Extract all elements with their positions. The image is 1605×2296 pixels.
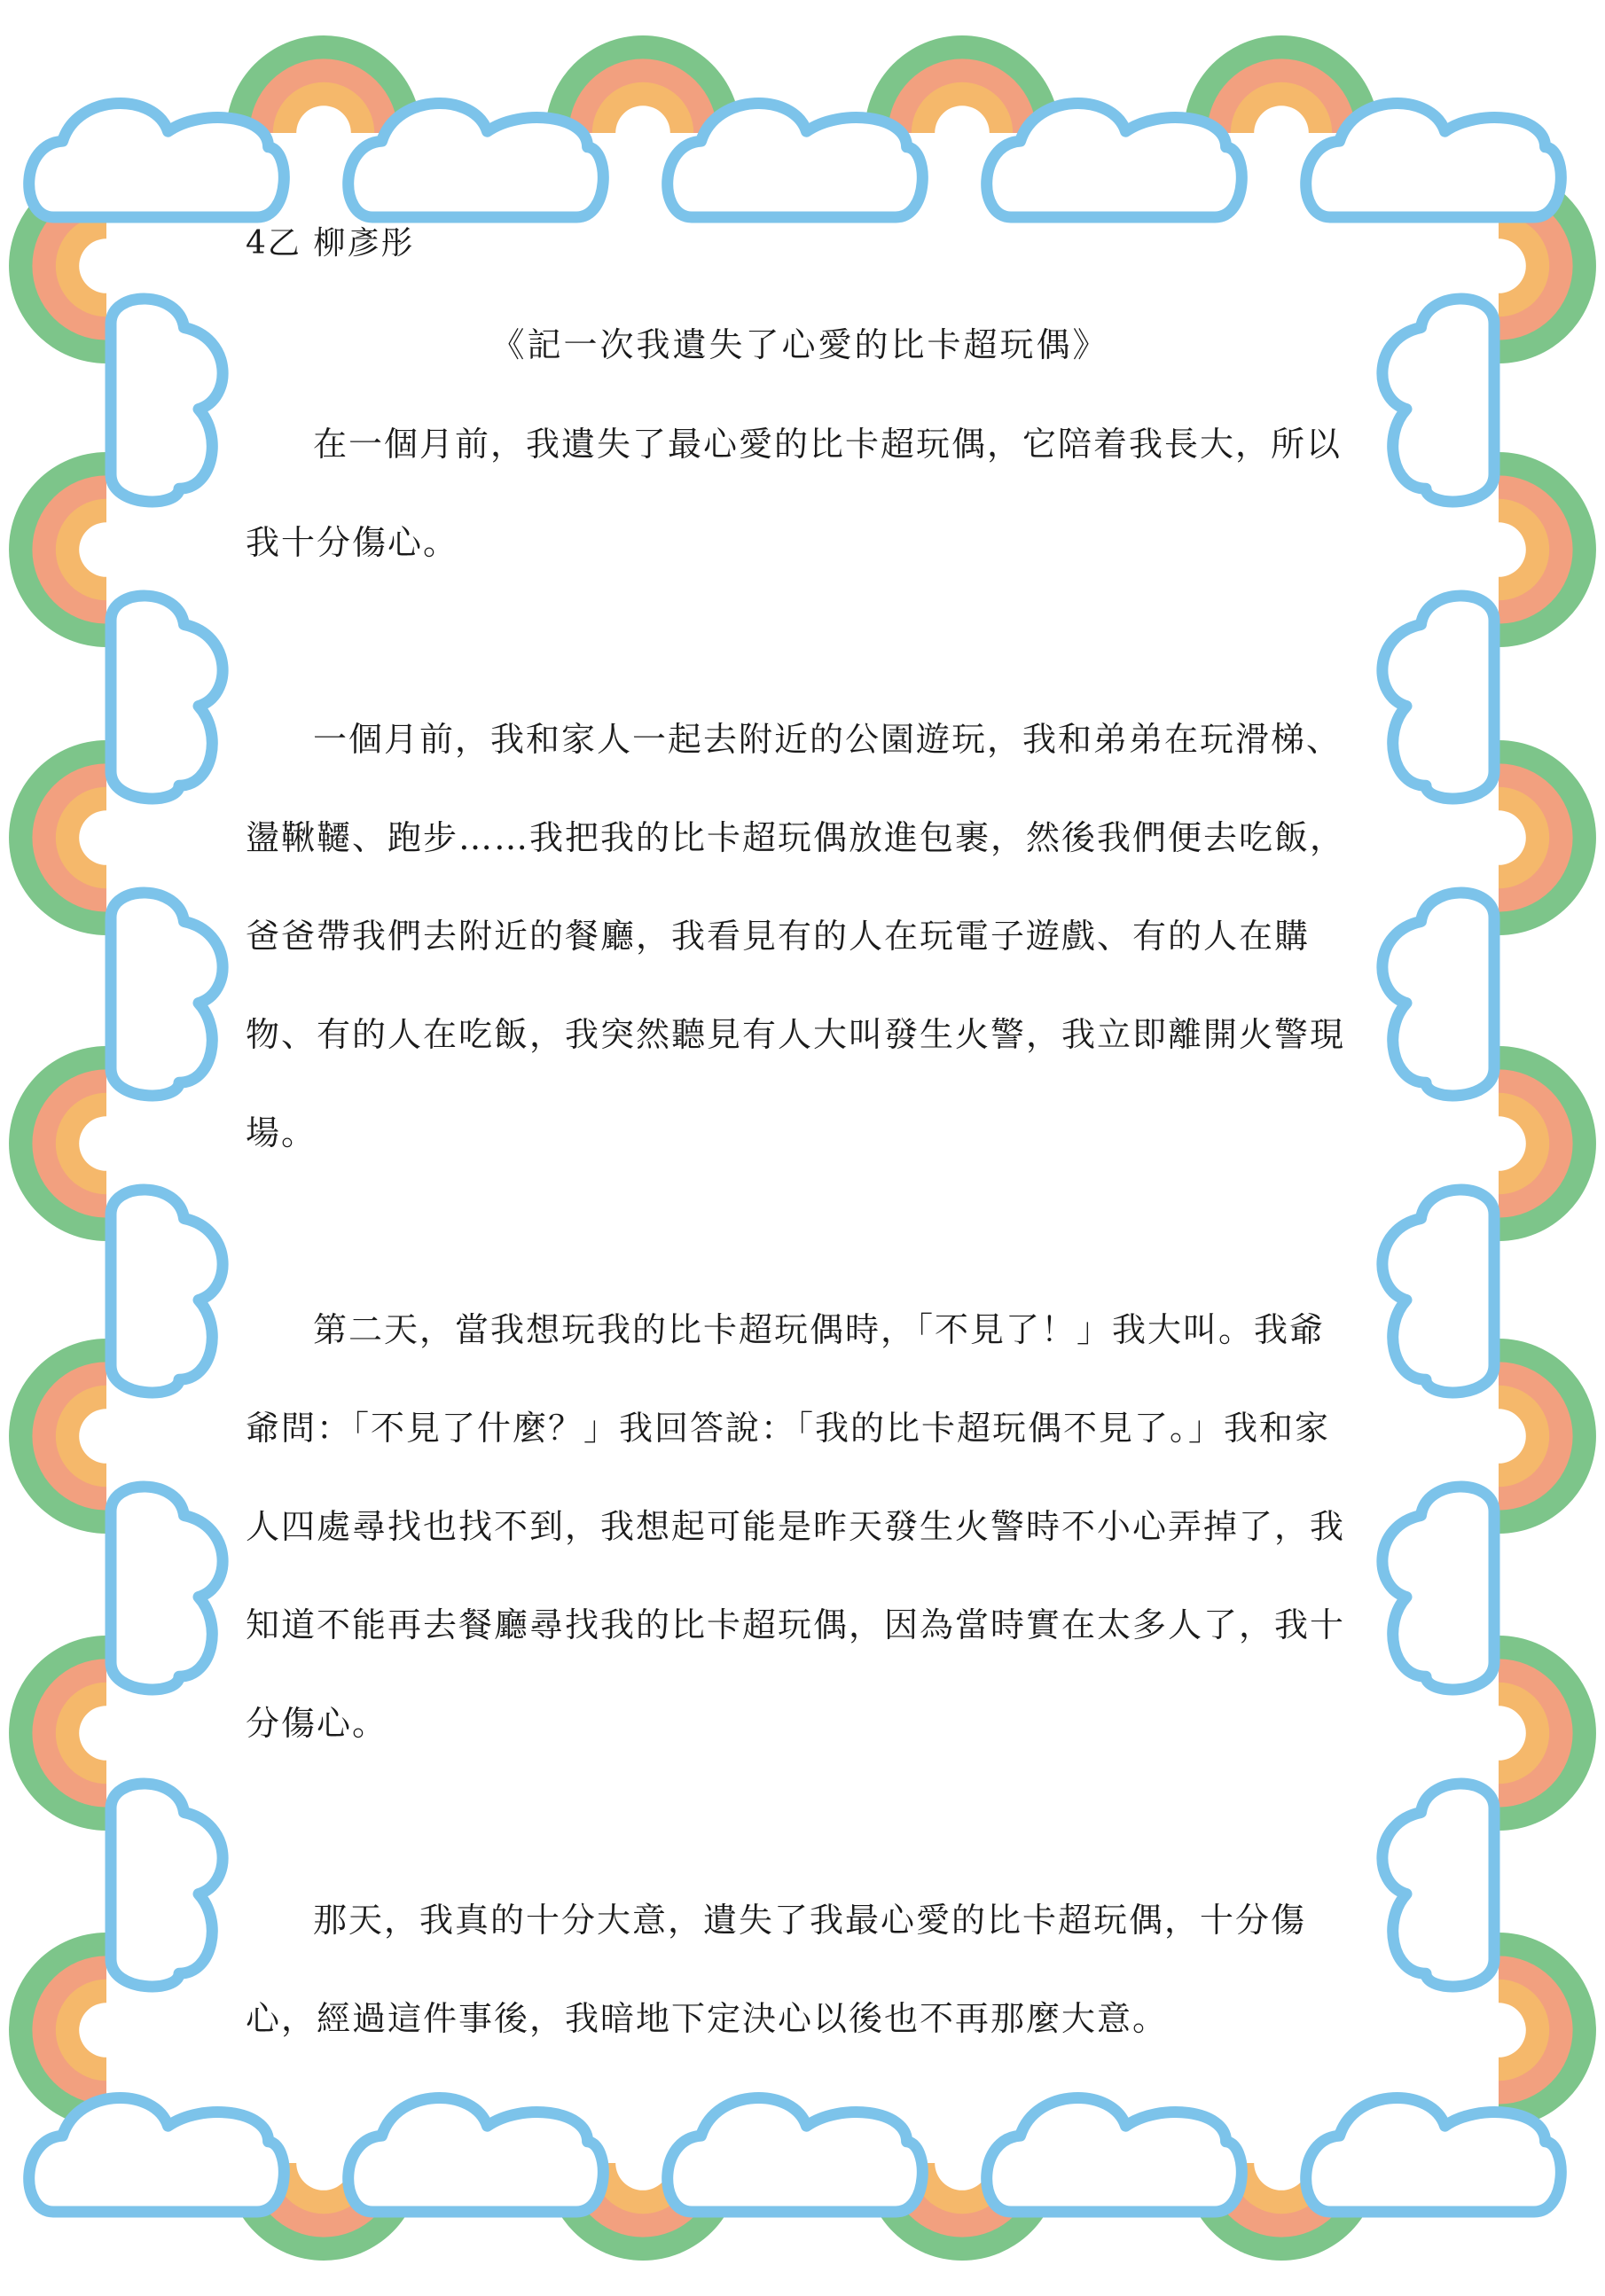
rainbow-icon — [1499, 452, 1596, 647]
rainbow-icon — [1499, 1046, 1596, 1241]
rainbow-icon — [9, 1636, 106, 1831]
paragraph-2: 一個月前，我和家人一起去附近的公園遊玩，我和弟弟在玩滑梯、盪鞦韆、跑步……我把我的比卡超玩偶放進包裹，然後我們便去吃飯，爸爸帶我們去附近的餐廳，我看見有的人在玩電子遊戲、有的人在購物、有的人在吃飯，我突然聽見有人大叫發生火警，我立即離開火警現場。 — [246, 720, 1346, 1152]
cloud-icon — [1306, 2097, 1562, 2212]
paragraph-3: 第二天，當我想玩我的比卡超玩偶時，「不見了！」我大叫。我爺爺問：「不見了什麼？」我回答說：「我的比卡超玩偶不見了。」我和家人四處尋找也找不到，我想起可能是昨天發生火警時不小心弄掉了，我知道不能再去餐廳尋找我的比卡超玩偶，因為當時實在太多人了，我十分傷心。 — [246, 1310, 1346, 1743]
cloud-icon — [111, 1784, 223, 1987]
author-line: 4乙 柳彥彤 — [246, 225, 415, 262]
essay — [246, 217, 1354, 2068]
cloud-icon — [1382, 596, 1494, 799]
essay-title: 《記一次我遺失了心愛的比卡超玩偶》 — [490, 325, 1109, 364]
cloud-icon — [1382, 1487, 1494, 1690]
rainbow-icon — [1499, 1636, 1596, 1831]
rainbow-icon — [1499, 740, 1596, 935]
cloud-icon — [348, 2097, 604, 2212]
cloud-icon — [111, 299, 223, 502]
rainbow-icon — [9, 740, 106, 935]
cloud-icon — [668, 2097, 923, 2212]
cloud-icon — [1382, 1784, 1494, 1987]
paragraph-1: 在一個月前，我遺失了最心愛的比卡超玩偶，它陪着我長大，所以我十分傷心。 — [246, 425, 1343, 562]
cloud-icon — [111, 596, 223, 799]
rainbow-icon — [9, 1046, 106, 1241]
cloud-icon — [1382, 893, 1494, 1096]
rainbow-icon — [1499, 1933, 1596, 2128]
paragraph-4: 那天，我真的十分大意，遺失了我最心愛的比卡超玩偶，十分傷心，經過這件事後，我暗地下定決心以後也不再那麼大意。 — [246, 1901, 1307, 2038]
cloud-icon — [111, 1190, 223, 1393]
cloud-icon — [29, 103, 285, 217]
cloud-icon — [111, 1487, 223, 1690]
cloud-icon — [1382, 299, 1494, 502]
cloud-icon — [111, 893, 223, 1096]
cloud-icon — [987, 2097, 1242, 2212]
rainbow-icon — [9, 452, 106, 647]
rainbow-icon — [1499, 1339, 1596, 1534]
rainbow-icon — [9, 1339, 106, 1534]
cloud-icon — [1382, 1190, 1494, 1393]
